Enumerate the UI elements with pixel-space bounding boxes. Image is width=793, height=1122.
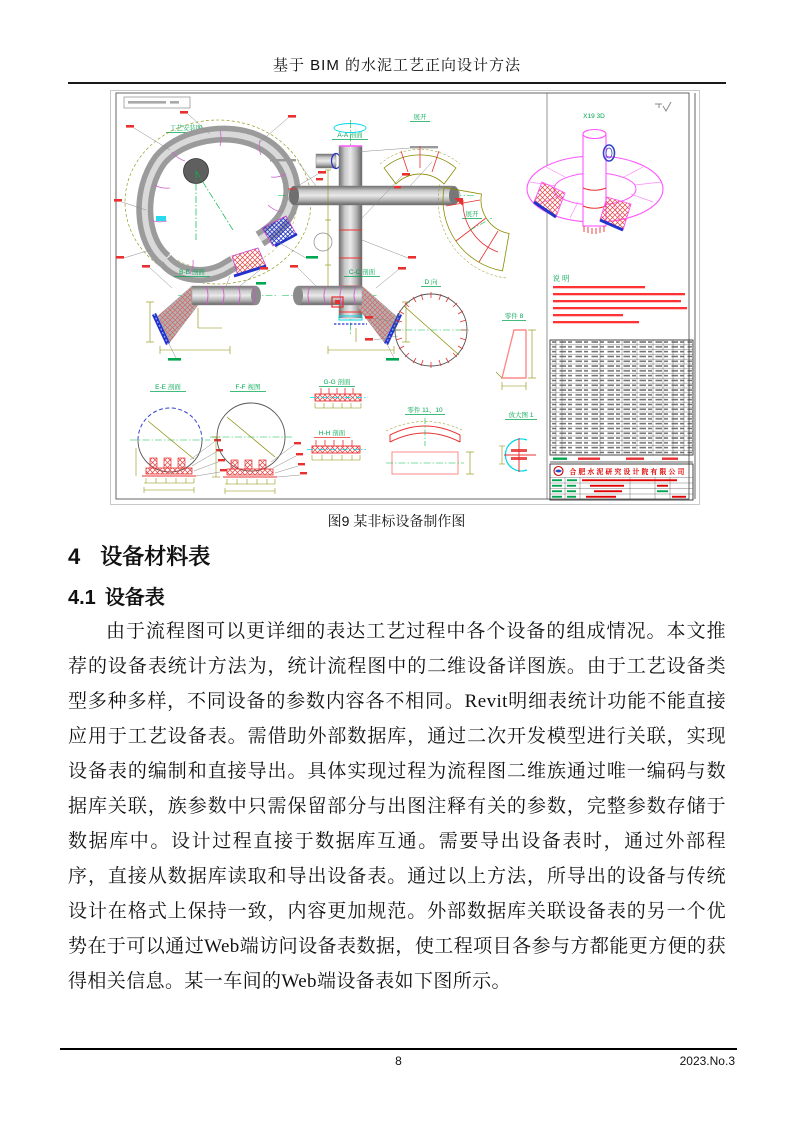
issue-label: 2023.No.3 [679,1054,735,1068]
subsection-number: 4.1 [68,587,96,609]
part8-label: 零件 8 [504,313,524,320]
equipment-drawing [110,90,700,505]
unfold-top-label: 展开 [413,114,427,121]
d-label: D 向 [424,279,438,286]
body-paragraph: 由于流程图可以更详细的表达工艺过程中各个设备的组成情况。本文推荐的设备表统计方法为，统计流程图中的二维设备详图族。由于工艺设备类型多种多样，不同设备的参数内容各不相同。Revit明细表统计功能不能直接应用于工艺设备表。需借助外部数据库，通过二次开发模型进行关联，实现设备表的编制和直接导出。具体实现过程为流程图二维族通过唯一编码与数据库关联，族参数中只需保留部分与出图注释有关的参数，完整参数存储于数据库中。设计过程直接于数据库互通。需要导出设备表时，通过外部程序，直接从数据库读取和导出设备表。通过以上方法，所导出的设备与传统设计在格式上保持一致，内容更加规范。外部数据库关联设备表的另一个优势在于可以通过Web端访问设备表数据，使工程项目各参与方都能更方便的获得相关信息。某一车间的Web端设备表如下图所示。 [68,621,726,992]
cross-pipe [288,186,460,205]
x19-label: X19 3D [583,113,605,120]
unfold-mid-label: 展开 [465,211,479,218]
figure-caption: 图9 某非标设备制作图 [327,513,466,529]
page-footer [60,1048,737,1072]
ee-label: E-E 剖面 [155,384,181,391]
figure-equipment-drawing [110,90,700,505]
subsection-title: 设备表 [104,587,165,609]
notes-title: 说明 [552,274,572,283]
section-number: 4 [68,544,81,569]
section-title: 设备材料表 [100,544,211,569]
ff-label: F-F 视图 [235,384,261,391]
ref-label-box [124,97,190,108]
gg-label: G-G 剖面 [323,379,351,386]
cc-label: C-C 剖面 [348,269,376,276]
page-number: 8 [395,1054,402,1068]
bom-table [550,340,693,462]
running-header: 基于 BIM 的水泥工艺正向设计方法 [68,54,726,84]
zoom1-label: 放大图 1 [508,412,534,419]
hh-label: H-H 剖面 [318,430,346,437]
view-installation-label: 工艺安装图 [169,125,203,132]
section-heading [68,540,210,571]
subsection-heading [68,581,165,610]
view-aa-label: A-A 剖面 [337,132,363,139]
bb-label: B-B 剖面 [179,269,205,276]
part1110-label: 零件 11、10 [407,407,443,414]
company-name: 合肥水泥研究设计院有限公司 [569,469,687,476]
